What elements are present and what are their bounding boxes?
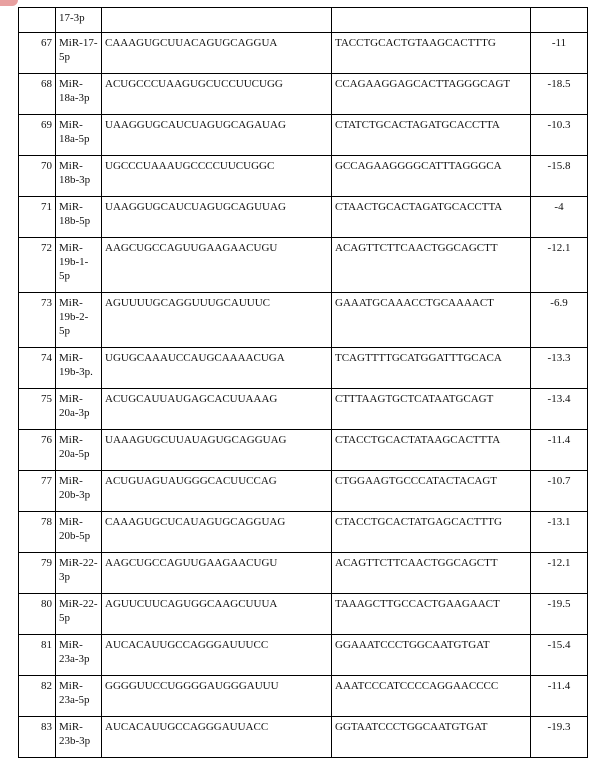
mirna-name: MiR-18b-5p: [56, 197, 102, 238]
energy-value: -19.5: [531, 594, 588, 635]
mirna-name: MiR-18b-3p: [56, 156, 102, 197]
mirna-name: MiR-20b-3p: [56, 471, 102, 512]
complement-sequence: [332, 8, 531, 33]
complement-sequence: ACAGTTCTTCAACTGGCAGCTT: [332, 238, 531, 293]
row-number: 75: [19, 389, 56, 430]
energy-value: -19.3: [531, 717, 588, 758]
mirna-sequence: AAGCUGCCAGUUGAAGAACUGU: [102, 238, 332, 293]
complement-sequence: CTATCTGCACTAGATGCACCTTA: [332, 115, 531, 156]
mirna-sequence: ACUGCAUUAUGAGCACUUAAAG: [102, 389, 332, 430]
mirna-name: MiR-20a-3p: [56, 389, 102, 430]
row-number: 71: [19, 197, 56, 238]
mirna-sequence: UAAGGUGCAUCUAGUGCAGUUAG: [102, 197, 332, 238]
table-row: [19, 197, 588, 238]
row-number: 76: [19, 430, 56, 471]
mirna-name: MiR-18a-3p: [56, 74, 102, 115]
complement-sequence: TCAGTTTTGCATGGATTTGCACA: [332, 348, 531, 389]
energy-value: [531, 8, 588, 33]
row-number: 70: [19, 156, 56, 197]
table-row: [19, 348, 588, 389]
table-row: [19, 717, 588, 758]
mirna-sequence: ACUGCCCUAAGUGCUCCUUCUGG: [102, 74, 332, 115]
row-number: 69: [19, 115, 56, 156]
complement-sequence: CTAACTGCACTAGATGCACCTTA: [332, 197, 531, 238]
mirna-sequence: AUCACAUUGCCAGGGAUUUCC: [102, 635, 332, 676]
table-row: [19, 115, 588, 156]
mirna-sequence: ACUGUAGUAUGGGCACUUCCAG: [102, 471, 332, 512]
table-body: [19, 8, 588, 758]
complement-sequence: CTTTAAGTGCTCATAATGCAGT: [332, 389, 531, 430]
row-number: 77: [19, 471, 56, 512]
table-row: [19, 512, 588, 553]
row-number: 78: [19, 512, 56, 553]
mirna-name: MiR-22-3p: [56, 553, 102, 594]
mirna-sequence-table: [18, 7, 588, 758]
energy-value: -13.3: [531, 348, 588, 389]
row-number: 80: [19, 594, 56, 635]
table-row: [19, 33, 588, 74]
table-row: [19, 293, 588, 348]
energy-value: -15.8: [531, 156, 588, 197]
table-row: [19, 74, 588, 115]
mirna-name: MiR-19b-1-5p: [56, 238, 102, 293]
row-number: 83: [19, 717, 56, 758]
complement-sequence: AAATCCCATCCCCAGGAACCCC: [332, 676, 531, 717]
mirna-name: MiR-19b-3p.: [56, 348, 102, 389]
mirna-name: MiR-23b-3p: [56, 717, 102, 758]
row-number: 73: [19, 293, 56, 348]
mirna-sequence: UGUGCAAAUCCAUGCAAAACUGA: [102, 348, 332, 389]
row-number: 82: [19, 676, 56, 717]
energy-value: -12.1: [531, 553, 588, 594]
energy-value: -10.7: [531, 471, 588, 512]
mirna-sequence: AAGCUGCCAGUUGAAGAACUGU: [102, 553, 332, 594]
complement-sequence: GAAATGCAAACCTGCAAAACT: [332, 293, 531, 348]
row-number: 68: [19, 74, 56, 115]
mirna-name: MiR-20a-5p: [56, 430, 102, 471]
complement-sequence: CCAGAAGGAGCACTTAGGGCAGT: [332, 74, 531, 115]
row-number: 67: [19, 33, 56, 74]
table-row: [19, 8, 588, 33]
mirna-sequence: AUCACAUUGCCAGGGAUUACC: [102, 717, 332, 758]
complement-sequence: ACAGTTCTTCAACTGGCAGCTT: [332, 553, 531, 594]
table-row: [19, 156, 588, 197]
table-row: [19, 635, 588, 676]
mirna-name: MiR-19b-2-5p: [56, 293, 102, 348]
table-row: [19, 471, 588, 512]
complement-sequence: TACCTGCACTGTAAGCACTTTG: [332, 33, 531, 74]
energy-value: -18.5: [531, 74, 588, 115]
mirna-sequence: [102, 8, 332, 33]
energy-value: -4: [531, 197, 588, 238]
mirna-name: MiR-17-5p: [56, 33, 102, 74]
table-row: [19, 238, 588, 293]
energy-value: -13.1: [531, 512, 588, 553]
complement-sequence: CTACCTGCACTATGAGCACTTTG: [332, 512, 531, 553]
energy-value: -11: [531, 33, 588, 74]
table-row: [19, 676, 588, 717]
mirna-name: MiR-18a-5p: [56, 115, 102, 156]
energy-value: -11.4: [531, 430, 588, 471]
energy-value: -6.9: [531, 293, 588, 348]
mirna-name: MiR-20b-5p: [56, 512, 102, 553]
table-row: [19, 430, 588, 471]
mirna-name: 17-3p: [56, 8, 102, 33]
row-number: 74: [19, 348, 56, 389]
mirna-sequence: AGUUCUUCAGUGGCAAGCUUUA: [102, 594, 332, 635]
corner-mark: [0, 0, 18, 6]
mirna-sequence: CAAAGUGCUCAUAGUGCAGGUAG: [102, 512, 332, 553]
row-number: [19, 8, 56, 33]
mirna-sequence: UGCCCUAAAUGCCCCUUCUGGC: [102, 156, 332, 197]
complement-sequence: CTACCTGCACTATAAGCACTTTA: [332, 430, 531, 471]
complement-sequence: TAAAGCTTGCCACTGAAGAACT: [332, 594, 531, 635]
complement-sequence: GGAAATCCCTGGCAATGTGAT: [332, 635, 531, 676]
energy-value: -15.4: [531, 635, 588, 676]
complement-sequence: GGTAATCCCTGGCAATGTGAT: [332, 717, 531, 758]
mirna-sequence: GGGGUUCCUGGGGAUGGGAUUU: [102, 676, 332, 717]
row-number: 79: [19, 553, 56, 594]
energy-value: -12.1: [531, 238, 588, 293]
complement-sequence: CTGGAAGTGCCCATACTACAGT: [332, 471, 531, 512]
mirna-name: MiR-23a-5p: [56, 676, 102, 717]
energy-value: -13.4: [531, 389, 588, 430]
table-row: [19, 553, 588, 594]
complement-sequence: GCCAGAAGGGGCATTTAGGGCA: [332, 156, 531, 197]
mirna-name: MiR-23a-3p: [56, 635, 102, 676]
energy-value: -11.4: [531, 676, 588, 717]
mirna-name: MiR-22-5p: [56, 594, 102, 635]
mirna-sequence: CAAAGUGCUUACAGUGCAGGUA: [102, 33, 332, 74]
row-number: 72: [19, 238, 56, 293]
mirna-sequence: AGUUUUGCAGGUUUGCAUUUC: [102, 293, 332, 348]
energy-value: -10.3: [531, 115, 588, 156]
table-row: [19, 594, 588, 635]
row-number: 81: [19, 635, 56, 676]
mirna-sequence: UAAGGUGCAUCUAGUGCAGAUAG: [102, 115, 332, 156]
table-row: [19, 389, 588, 430]
mirna-sequence: UAAAGUGCUUAUAGUGCAGGUAG: [102, 430, 332, 471]
